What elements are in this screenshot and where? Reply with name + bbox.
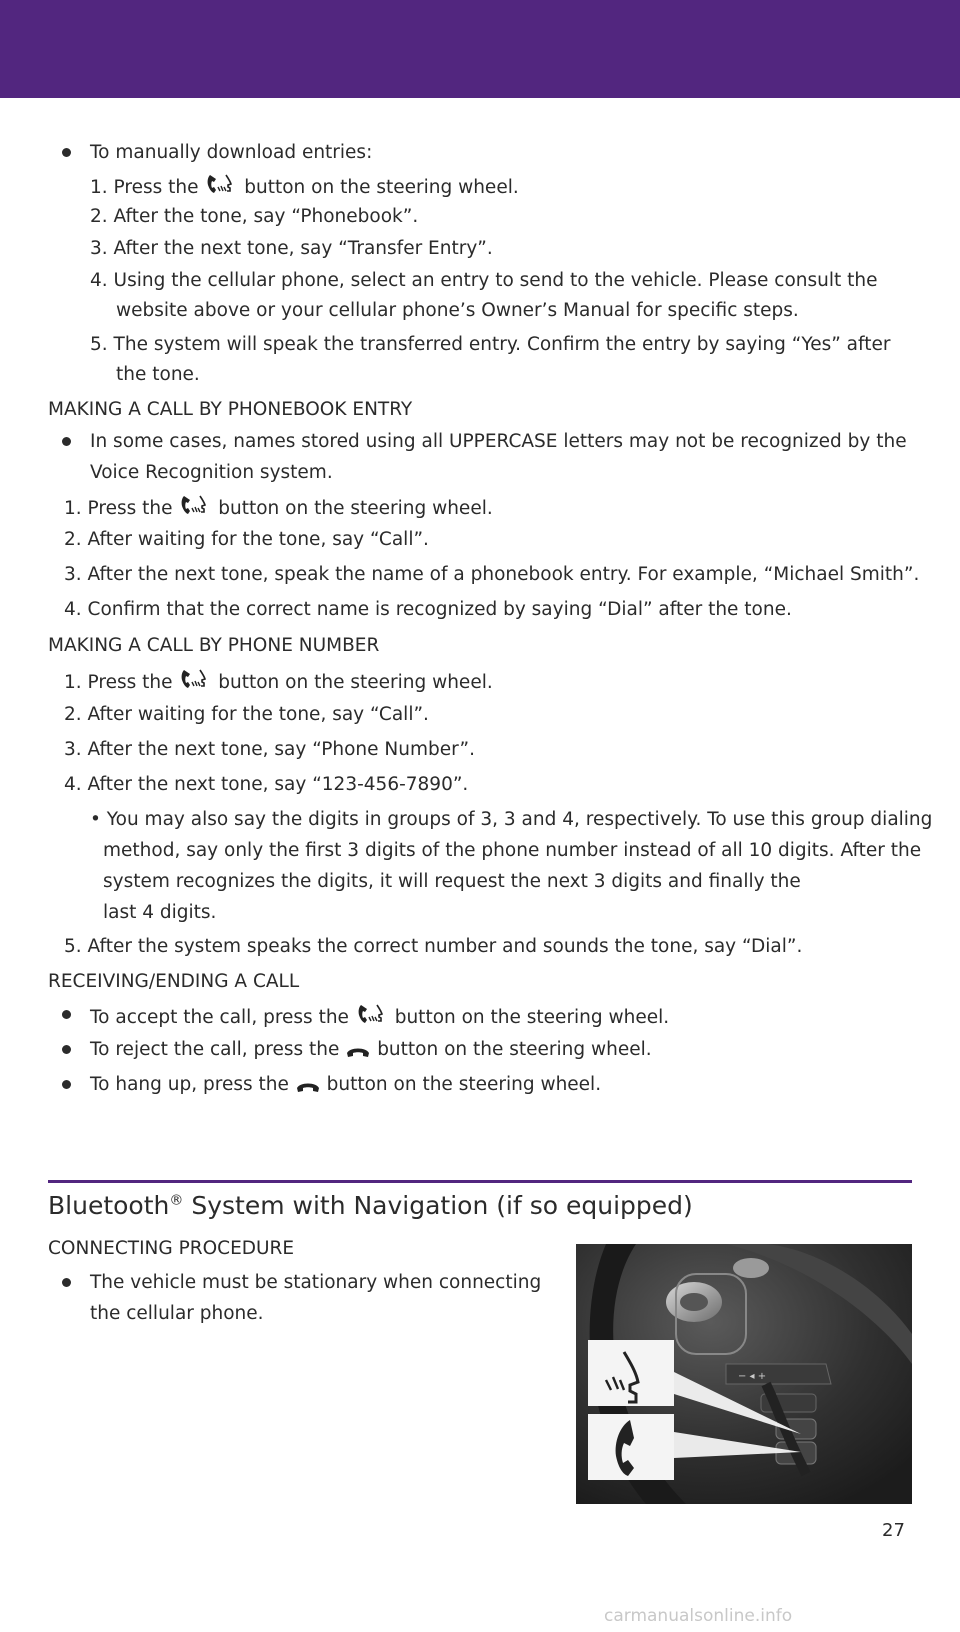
num-step-4: 4. After the next tone, say “123-456-7890”. [64,774,469,795]
talk-phone-icon [178,494,212,518]
manual-download-intro: To manually download entries: [90,142,373,163]
page-number: 27 [882,1520,905,1541]
bullet [62,1010,71,1019]
connecting-note: The vehicle must be stationary when connecting [90,1272,542,1293]
group-dial-note-4: last 4 digits. [103,902,217,923]
num-step-2: 2. After waiting for the tone, say “Call”. [64,704,429,725]
phonebook-note: In some cases, names stored using all UPPERCASE letters may not be recognized by the [90,431,907,452]
reject-call: To reject the call, press the button on the steering wheel. [90,1039,652,1060]
talk-phone-icon [178,668,212,692]
talk-phone-icon [204,173,238,197]
group-dial-note-3: system recognizes the digits, it will request the next 3 digits and finally the [103,871,801,892]
hang-up-call: To hang up, press the button on the steering wheel. [90,1074,602,1095]
bullet [62,148,71,157]
bullet [62,437,71,446]
watermark: carmanualsonline.info [604,1606,793,1626]
accept-call: To accept the call, press the button on the steering wheel. [90,1003,669,1030]
num-step-5: 5. After the system speaks the correct number and sounds the tone, say “Dial”. [64,936,803,957]
pb-step-1: 1. Press the button on the steering wheel. [64,494,493,521]
md-step-3: 3. After the next tone, say “Transfer Entry”. [90,238,493,259]
bullet [62,1045,71,1054]
group-dial-note-2: method, say only the first 3 digits of the phone number instead of all 10 digits. After the [103,840,922,861]
section-divider [48,1180,912,1183]
md-step-2: 2. After the tone, say “Phonebook”. [90,206,419,227]
svg-text:− ◂ +: − ◂ + [738,1371,767,1382]
md-step-4-cont: website above or your cellular phone’s Owner’s Manual for specific steps. [116,300,799,321]
hang-up-icon [345,1043,371,1059]
steering-wheel-photo [576,1244,912,1504]
phonebook-heading: MAKING A CALL BY PHONEBOOK ENTRY [48,399,413,420]
connecting-heading: CONNECTING PROCEDURE [48,1238,295,1259]
phonebook-note-cont: Voice Recognition system. [90,462,333,483]
pb-step-4: 4. Confirm that the correct name is recognized by saying “Dial” after the tone. [64,599,792,620]
num-step-1: 1. Press the button on the steering wheel. [64,668,493,695]
pb-step-2: 2. After waiting for the tone, say “Call”. [64,529,429,550]
connecting-note-cont: the cellular phone. [90,1303,264,1324]
group-dial-note: • You may also say the digits in groups of 3, 3 and 4, respectively. To use this group dialing [90,809,933,830]
bullet [62,1080,71,1089]
talk-phone-icon [355,1003,389,1027]
receiving-heading: RECEIVING/ENDING A CALL [48,971,300,992]
md-step-1: 1. Press the button on the steering wheel. [90,173,519,200]
num-step-3: 3. After the next tone, say “Phone Number”. [64,739,475,760]
section-title: Bluetooth® System with Navigation (if so equipped) [48,1191,693,1220]
header-bar [0,0,960,98]
number-heading: MAKING A CALL BY PHONE NUMBER [48,635,380,656]
pb-step-3: 3. After the next tone, speak the name of a phonebook entry. For example, “Michael Smith”. [64,564,920,585]
md-step-5: 5. The system will speak the transferred entry. Confirm the entry by saying “Yes” after [90,334,891,355]
bullet [62,1278,71,1287]
md-step-5-cont: the tone. [116,364,200,385]
md-step-4: 4. Using the cellular phone, select an entry to send to the vehicle. Please consult the [90,270,878,291]
hang-up-icon [295,1078,321,1094]
